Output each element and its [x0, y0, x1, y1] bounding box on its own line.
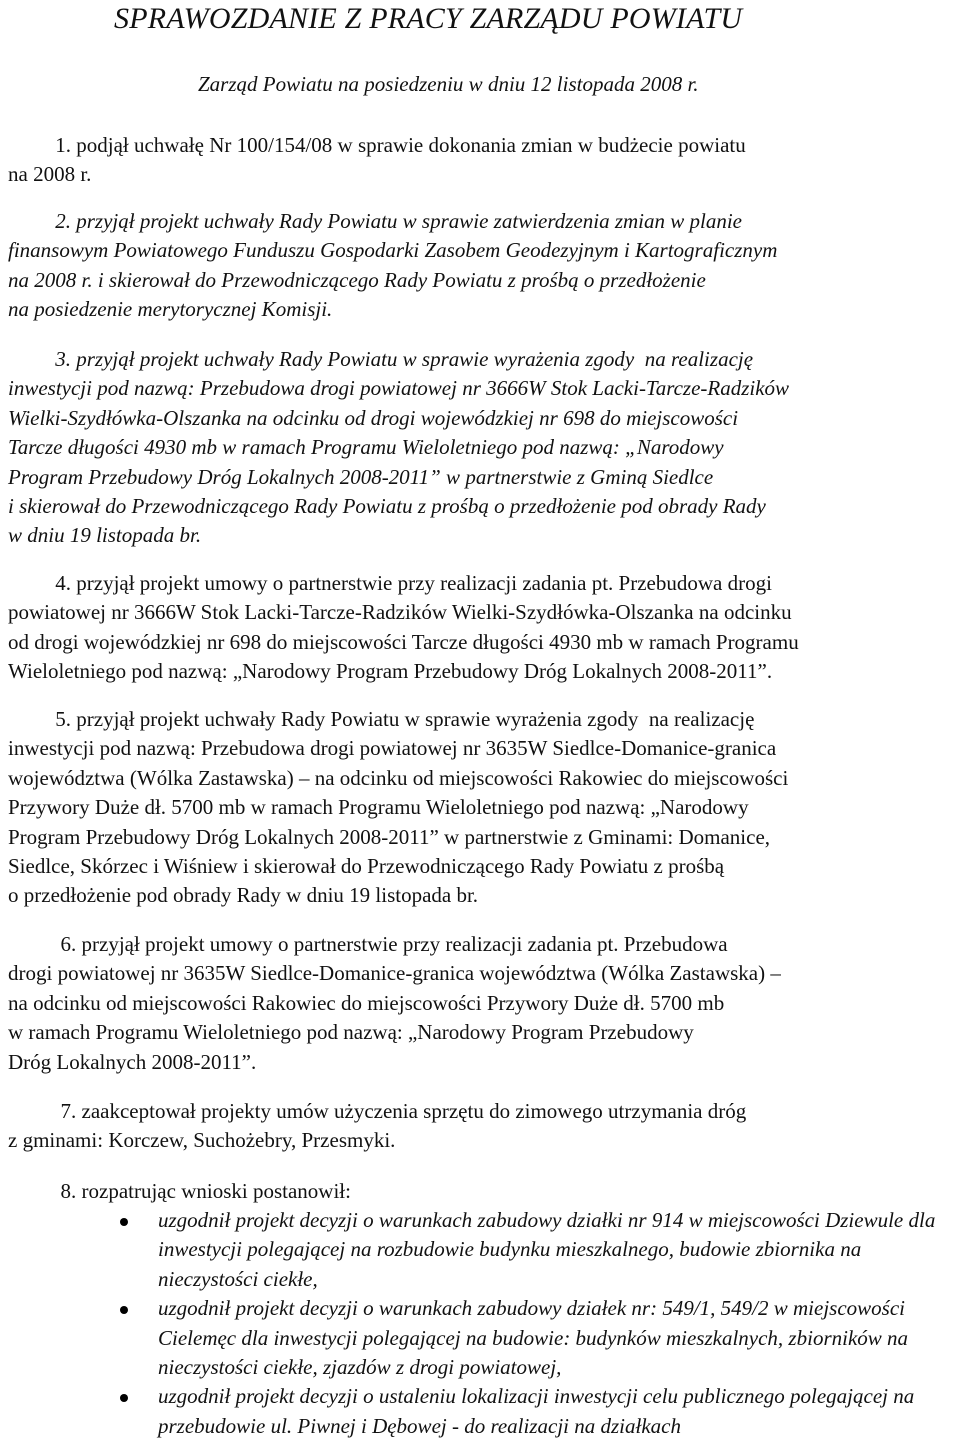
bullet-icon [120, 1218, 128, 1226]
text-line: 8. rozpatrując wnioski postanowił: [8, 1179, 351, 1203]
text-line: województwa (Wólka Zastawska) – na odcinku od miejscowości Rakowiec do miejscowości [8, 765, 789, 790]
text-line: z gminami: Korczew, Suchożebry, Przesmyki. [8, 1128, 396, 1153]
text-line: Dróg Lokalnych 2008-2011”. [8, 1049, 257, 1074]
text-line: Program Przebudowy Dróg Lokalnych 2008-2011” w partnerstwie z Gminą Siedlce [8, 464, 714, 489]
decision-bullet-list [8, 1206, 953, 1441]
text-line: 5. przyjął projekt uchwały Rady Powiatu w sprawie wyrażenia zgody na realizację [8, 707, 755, 731]
bullet-item-2 [8, 1294, 953, 1382]
text-line: uzgodnił projekt decyzji o warunkach zabudowy działki nr 914 [158, 1208, 684, 1232]
text-line: na posiedzenie merytorycznej Komisji. [8, 297, 333, 322]
list-item-8 [8, 1177, 953, 1206]
text-line: na 2008 r. i skierował do Przewodniczącego Rady Powiatu z prośbą o przedłożenie [8, 267, 706, 292]
bullet-item-1 [8, 1206, 953, 1294]
list-item-3 [8, 345, 953, 551]
text-line: polegającej na przebudowie ul. Piwnej i Dębowej - do realizacji na działkach [158, 1384, 915, 1438]
list-item-4 [8, 569, 953, 687]
document-subtitle: Zarząd Powiatu na posiedzeniu w dniu 12 listopada 2008 r. [198, 72, 699, 96]
list-item-1 [8, 131, 953, 190]
text-line: Wieloletniego pod nazwą: „Narodowy Program Przebudowy Dróg Lokalnych 2008-2011”. [8, 659, 773, 684]
text-line: mieszkalnego, budowie zbiornika na nieczystości ciekłe, [158, 1237, 862, 1291]
text-line: 6. przyjął projekt umowy o partnerstwie przy realizacji zadania pt. Przebudowa [8, 932, 728, 956]
text-line: na 2008 r. [8, 162, 92, 187]
text-line: 2. przyjął projekt uchwały Rady Powiatu w sprawie zatwierdzenia zmian w planie [8, 209, 742, 233]
text-line: 3. przyjął projekt uchwały Rady Powiatu w sprawie wyrażenia zgody na realizację [8, 347, 754, 371]
text-line: uzgodnił projekt decyzji o ustaleniu lokalizacji inwestycji celu publicznego [158, 1384, 785, 1409]
list-item-7 [8, 1097, 953, 1156]
text-line: w dniu 19 listopada br. [8, 523, 202, 548]
text-line: Tarcze długości 4930 mb w ramach Programu Wieloletniego pod nazwą: „Narodowy [8, 435, 724, 460]
text-line: inwestycji pod nazwą: Przebudowa drogi powiatowej nr 3635W Siedlce-Domanice-granica [8, 736, 777, 761]
text-line: i skierował do Przewodniczącego Rady Powiatu z prośbą o przedłożenie pod obrady Rady [8, 494, 766, 519]
text-line: w miejscowości Dziewule dla inwestycji polegającej na rozbudowie budynku [158, 1208, 936, 1262]
list-item-2 [8, 207, 953, 325]
text-line: 4. przyjął projekt umowy o partnerstwie przy realizacji zadania pt. Przebudowa drogi [8, 571, 772, 595]
text-line: w miejscowości Cielemęc dla inwestycji polegającej na budowie: budynków [158, 1296, 905, 1350]
text-line: Siedlce, Skórzec i Wiśniew i skierował do Przewodniczącego Rady Powiatu z prośbą [8, 854, 725, 879]
text-line: Program Przebudowy Dróg Lokalnych 2008-2011” w partnerstwie z Gminami: Domanice, [8, 824, 771, 849]
text-line: mieszkalnych, zbiorników na nieczystości ciekłe, zjazdów z drogi powiatowej, [158, 1325, 909, 1380]
bullet-item-3 [8, 1382, 953, 1441]
text-line: w ramach Programu Wieloletniego pod nazwą: „Narodowy Program Przebudowy [8, 1020, 694, 1045]
bullet-icon [120, 1394, 128, 1402]
text-line: Wielki-Szydłówka-Olszanka na odcinku od drogi wojewódzkiej nr 698 do miejscowości [8, 405, 739, 430]
text-line: Przywory Duże dł. 5700 mb w ramach Programu Wieloletniego pod nazwą: „Narodowy [8, 795, 749, 820]
text-line: finansowym Powiatowego Funduszu Gospodarki Zasobem Geodezyjnym i Kartograficznym [8, 238, 778, 263]
document-title: SPRAWOZDANIE Z PRACY ZARZĄDU POWIATU [114, 2, 743, 35]
text-line: powiatowej nr 3666W Stok Lacki-Tarcze-Radzików Wielki-Szydłówka-Olszanka na odcinku [8, 600, 792, 625]
text-line: 7. zaakceptował projekty umów użyczenia sprzętu do zimowego utrzymania dróg [8, 1099, 747, 1123]
text-line: inwestycji pod nazwą: Przebudowa drogi powiatowej nr 3666W Stok Lacki-Tarcze-Radzików [8, 376, 790, 401]
text-line: 1. podjął uchwałę Nr 100/154/08 w sprawie dokonania zmian w budżecie powiatu [8, 133, 746, 157]
text-line: uzgodnił projekt decyzji o warunkach zabudowy działek nr: 549/1, 549/2 [158, 1296, 769, 1321]
text-line: drogi powiatowej nr 3635W Siedlce-Domanice-granica województwa (Wólka Zastawska) – [8, 961, 781, 986]
list-item-5 [8, 705, 953, 911]
text-line: od drogi wojewódzkiej nr 698 do miejscowości Tarcze długości 4930 mb w ramach Programu [8, 629, 799, 654]
text-line: na odcinku od miejscowości Rakowiec do miejscowości Przywory Duże dł. 5700 mb [8, 990, 725, 1015]
bullet-icon [120, 1306, 128, 1314]
list-item-6 [8, 930, 953, 1077]
text-line: o przedłożenie pod obrady Rady w dniu 19 listopada br. [8, 883, 479, 908]
